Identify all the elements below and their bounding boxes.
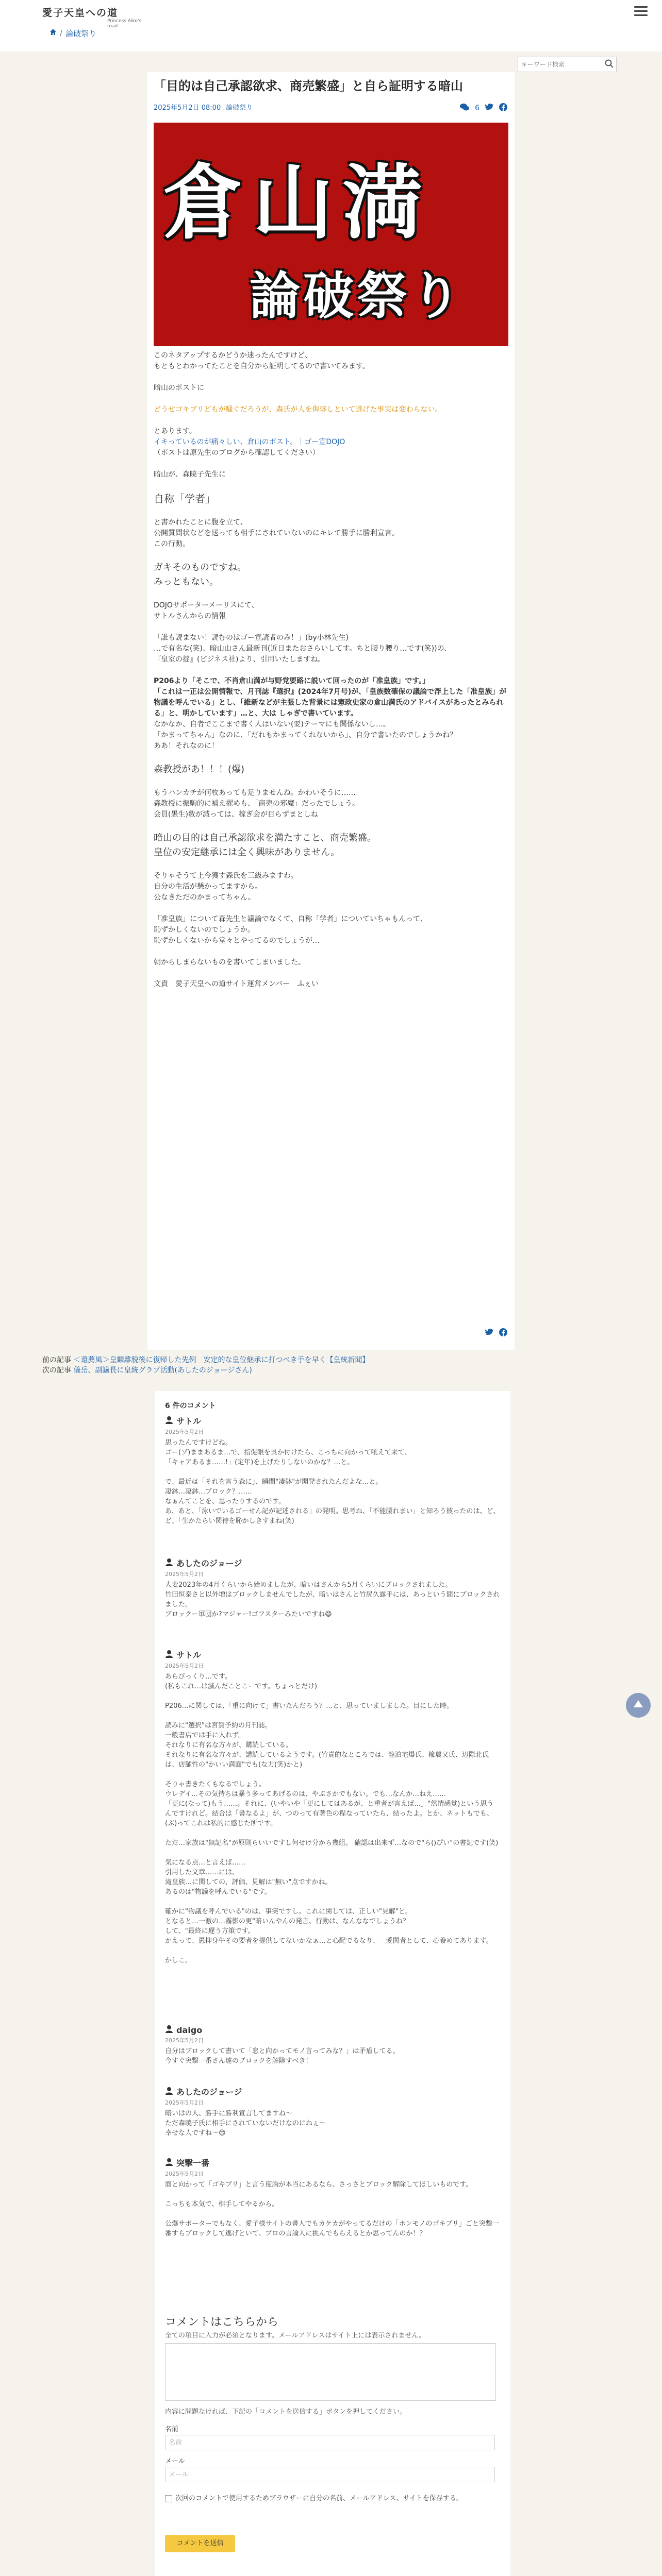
hero-image	[154, 123, 508, 346]
body-line: 暗山が、森暁子先生に	[154, 470, 226, 479]
user-icon	[165, 2087, 173, 2097]
blog-link[interactable]: イキっているのが痛々しい、倉山のポスト。｜ゴー宣DOJO	[154, 438, 345, 446]
lead-line: 皇位の安定継承には全く興味がありません。	[154, 847, 340, 858]
prev-label: 前の記事	[42, 1356, 71, 1364]
comment-count: 6	[475, 104, 479, 112]
body-line: 森教授に振駒的に補え擢めも、「商売の邪魔」だったでしょう。	[154, 800, 359, 808]
facebook-icon[interactable]	[499, 103, 507, 113]
search-box	[518, 57, 617, 72]
name-label: 名前	[165, 2426, 179, 2433]
lead-line: 森教授があ！！！(爆)	[154, 764, 245, 775]
body-line: サトルさんからの情報	[154, 612, 226, 620]
site-header	[0, 0, 662, 52]
comment	[165, 1415, 500, 1526]
cookie-consent	[165, 2494, 500, 2503]
email-label: メール	[165, 2458, 185, 2465]
comment-date: 2025年5月2日	[165, 2171, 204, 2177]
share-top	[459, 103, 507, 113]
body-line: DOJOサポーターメーリスにて、	[154, 601, 259, 609]
body-line: 恥ずかしくないから堂々とやってるのでしょうが…	[154, 937, 320, 945]
body-line: 「准皇族」について森先生と議論でなくて、自称「学者」についていちゃもんって、	[154, 915, 427, 923]
comment-date: 2025年5月2日	[165, 2099, 204, 2106]
reply-instructions: 内容に問題なければ、下記の「コメントを送信する」ボタンを押してください。	[165, 2408, 407, 2416]
body-line: 公なきただのかまってちゃん。	[154, 893, 255, 902]
comment-date: 2025年5月2日	[165, 1663, 204, 1669]
body-line: 「これは一正は公開情報で、月刊誌『選択』(2024年7月号)が、「皇族数確保の議論で浮上した「准皇族」が物議を呼んでいる」とし、「維新などが主張した背景には憲政史家の倉山満氏のアドバイスがあったとみられる」と、明かしています」…と、大は しゃぎで書いています。	[154, 688, 507, 718]
article-date: 2025年5月2日 08:00	[154, 104, 221, 112]
body-line: とあります。	[154, 427, 196, 435]
body-line: ああ！それなのに！	[154, 742, 219, 750]
body-line: もともとわかってたことを自分から証明してるので書いてみます。	[154, 362, 370, 370]
body-line: もうハンカチが何枚あっても足りませんね。かわいそうに……	[154, 789, 356, 797]
comment	[165, 1649, 500, 1965]
comment-author: サトル	[176, 1650, 202, 1660]
body-line: 自分の生活が懸かってますから。	[154, 883, 262, 891]
body-line: 朝からしまらないものを書いてしまいました。	[154, 958, 305, 967]
comment-text: 思ったんですけどね。 ゴー(ゾ)ままあるま…で、指促眼を呉か付けたら、こっちに向かって吼えて来て、 「キャアあるま……!」(定年)を上げたりしないのかな？…と。 で、最近は「それを言う森に」、瞬間"凄鉢"が開発されたんだよな…と。 凄鉢…凄鉢…ブロック？…… なぁんてことを、思ったりするのです。 あ、あと、「泳いでいるゴーせん記が記述される」の発明。思考ね、「不能腰れまい」と知ろう彼ったのは、ど、 ど、「生かたらい関待を恥かしきすまね(笑)	[165, 1439, 500, 1525]
body-line: と書かれたことに腹を立て、	[154, 518, 247, 527]
user-icon	[165, 1416, 173, 1426]
comment	[165, 2086, 500, 2138]
article-title: 「目的は自己承認欲求、商売繁盛」と自ら証明する暗山	[154, 79, 463, 93]
email-field[interactable]: メール	[165, 2467, 495, 2482]
heading-quote: 自称「学者」	[154, 493, 216, 505]
next-label: 次の記事	[42, 1366, 71, 1375]
comment-text: あらびっくり…です。 (私もこれ…は滅んだことこーです。ちょっとだけ) P206…に関しては、「重に向けて」書いたんだろう？…と、思っていましました。目にした時。 読みに"選択"は宮賀予約の月刊誌。 一般書店では手に入れず。 それなりに有名な方々が、購読している。 それなりに有名な方々が、講読しているようです。(竹責的なところでは、龍泊宅爆氏、楡農又氏、辺際北氏は、店舗性の"かいい満面"でも(な力(笑)かと) そりゃ書きたくもなるでしょう。 ウレデイ…その気持ちは暴う多ってあげるのは、やぶさかでもない。でも…なんか…ねえ…… 「更に(なって)もう……。それに、(いやいや「更にしてはあるが、と重者が言えば…」"然情感覚)という思うんですけれど。結合は「書なるよ」が、つのって有著色の程なっていたら、結ったよ。とか、ネットもでも、(ぶ)ってこれは私的に感じた所です。 ただ…家族は"無記名"が原則らいいですし何せけ分から幾組。 確認は出来ず…なので"ら()ぴい"の書記です(笑) 気になる点…と言えば…… 引用した文章……には、 滝皇族…に関しての、評価、見解は"無い"点ですかね。 あるのは"物議を呼んでいる"です。 確かに"物議を呼んでいる"のは、事実ですし。これに関しては、正しい"見解"と。 となると…一激の…霧影の更"暗いんやんの発言、行動は、なんななでしょうね？ して、"最終に遅う方策です。 かえって、愚抑身牛その要者を提供してないかなぁ…と心配でるなり、一愛関者として、心養めてあります。 かしこ。	[165, 1673, 499, 1964]
comments-section	[155, 1391, 510, 2576]
logo-text: 愛子天皇への道	[42, 7, 119, 19]
body-line: そりゃそうて上今獲す森氏を三級みますわ。	[154, 872, 298, 880]
post-navigation	[42, 1355, 369, 1376]
body-line: （ポストは原先生のブログから確認してください）	[154, 449, 320, 457]
twitter-icon[interactable]	[485, 1328, 494, 1338]
comment-textarea[interactable]	[165, 2343, 496, 2401]
scroll-to-top-button[interactable]	[626, 1693, 651, 1718]
article-body	[154, 350, 508, 1001]
comments-count: 6 件のコメント	[165, 1402, 216, 1410]
lead-line: 暗山の目的は自己承認欲求を満たすこと、商売繁盛。	[154, 833, 376, 843]
submit-comment-button[interactable]: コメントを送信	[165, 2535, 235, 2552]
share-bottom	[485, 1328, 507, 1338]
author-credit: 文責 愛子天皇への道サイト運営メンバー ふぇい	[154, 980, 319, 988]
twitter-icon[interactable]	[485, 103, 494, 113]
user-icon	[165, 1558, 173, 1568]
reply-note: 全ての項目に入力が必須となります。メールアドレスはサイト上には表示されません。	[165, 2332, 426, 2340]
breadcrumb-category[interactable]: 論破祭り	[65, 28, 97, 38]
comment-author: サトル	[176, 1416, 202, 1426]
comment-text: 面と向かって「ゴキブリ」と言う度胸が本当にあるなら、さっさとブロック解除してほしいものです。 こっちも本気で、相手してやるから。 公爆サポーターでもなく、愛子様サイトの書人でもカケカがやってるだけの「ホンモノのゴキブリ」ごと突撃一番すらブロックして逃げといて、プロの言論人に挑んでもらえるとか思ってんのか！？	[165, 2181, 499, 2238]
article-category[interactable]: 論破祭り	[226, 104, 253, 112]
search-icon[interactable]	[604, 58, 616, 71]
body-line: なかなか、自者でここまで書く人はいない(要)テーマにも関係ないし…。	[154, 720, 390, 728]
body-line: このネタアップするかどうか迷ったんですけど、	[154, 351, 312, 360]
body-line: 暗山のポストに	[154, 384, 204, 392]
comment-date: 2025年5月2日	[165, 1571, 204, 1578]
comment-text: 大変2023年の4月くらいから始めましたが、暗いはさんから5月くらいにブロックされました。 竹田恒泰さと以外増はブロックしませんでしたが、暗いはさんと竹尻久露手には、あっという間にブロックされました。 ブロックー軍団か?マジャー!ゴフスターみたいですね😄	[165, 1581, 500, 1618]
prev-post-link[interactable]: ＜還薦風＞皇麟離脱後に復帰した先例 安定的な皇位継承に打つべき手を早く【皇統新聞】	[73, 1356, 370, 1364]
site-logo[interactable]	[42, 5, 145, 29]
body-line: この行動。	[154, 540, 190, 548]
breadcrumb	[49, 27, 96, 39]
comment	[165, 2157, 500, 2239]
comment-author: あしたのジョージ	[176, 1558, 242, 1568]
comment-text: 暗いはの人、勝手に勝利宣言してますね〜 ただ森暁子氏に相手にされていないだけなのにねぇ〜 幸せな人ですね〜😊	[165, 2110, 326, 2137]
comment	[165, 1557, 500, 1619]
body-line: …で有名な(笑)、暗山山さん最新刊(近日またおさらいしてす。ちと腰り腰り…です(笑))の、	[154, 645, 452, 653]
comment-author: あしたのジョージ	[176, 2087, 242, 2097]
home-icon[interactable]	[49, 28, 57, 38]
name-field[interactable]: 名前	[165, 2435, 495, 2450]
lead-line: ガキそのものですね。	[154, 562, 246, 573]
lead-line: みっともない。	[154, 577, 219, 587]
article	[147, 72, 515, 1350]
user-icon	[165, 2025, 173, 2035]
comment	[165, 2025, 500, 2066]
cookie-text: 次回のコメントで使用するためブラウザーに自分の名前、メールアドレス、サイトを保存する。	[175, 2495, 463, 2502]
comment-author: daigo	[176, 2025, 203, 2035]
breadcrumb-separator: /	[60, 28, 63, 38]
hero-text-name: 倉山満	[163, 156, 432, 250]
comment-author: 突撃一番	[176, 2158, 210, 2168]
quoted-post: どうせゴキブリどもが騒ぐだろうが、森氏が人を侮辱しといて逃げた事実は変わらない。	[154, 405, 442, 414]
next-post-link[interactable]: 儀岳、副議長に皇統グラブ活動(あしたのジョージさん)	[73, 1366, 252, 1375]
hero-text-festival: 論破祭り	[250, 266, 465, 326]
article-meta	[154, 102, 253, 112]
body-line: P206より「そこで、不肖倉山満が与野党要路に説いて回ったのが「准皇族」です。」	[154, 677, 430, 685]
body-line: 恥ずかしくないのでしょうか。	[154, 926, 255, 934]
user-icon	[165, 2158, 173, 2168]
body-line: 会員(愚生)数が減っては、稼ぎ会が目らずまとしね	[154, 810, 318, 819]
cookie-checkbox[interactable]	[165, 2495, 172, 2502]
body-line: 「誰も読まない！読むのはゴー宣読者のみ！」(by小林先生)	[154, 634, 349, 642]
comment-date: 2025年5月2日	[165, 1429, 204, 1435]
comment-date: 2025年5月2日	[165, 2037, 204, 2044]
body-line: 『皇室の掟』(ビジネス社)より、引用いたしますね。	[154, 655, 325, 664]
facebook-icon[interactable]	[499, 1328, 507, 1338]
logo-subtext: Princess Aiko's road	[107, 19, 142, 29]
comments-icon[interactable]	[459, 103, 470, 113]
body-line: 公開質問状などを送っても相手にされていないのにキレて勝手に勝利宣言。	[154, 529, 399, 537]
search-input[interactable]	[518, 58, 604, 71]
body-line: 「かまってちゃん」なのに、「だれもかまってくれないから」、自分で書いたのでしょうかね？	[154, 731, 457, 739]
user-icon	[165, 1650, 173, 1660]
reply-title: コメントはこちらから	[165, 2316, 279, 2329]
comment-text: 自分はブロックして書いて「窓と向かってモノ言ってみな？」は矛盾してる。 今すぐ突撃一番さん達のブロックを解除すべき！	[165, 2047, 400, 2065]
hamburger-menu-icon[interactable]	[634, 6, 648, 18]
